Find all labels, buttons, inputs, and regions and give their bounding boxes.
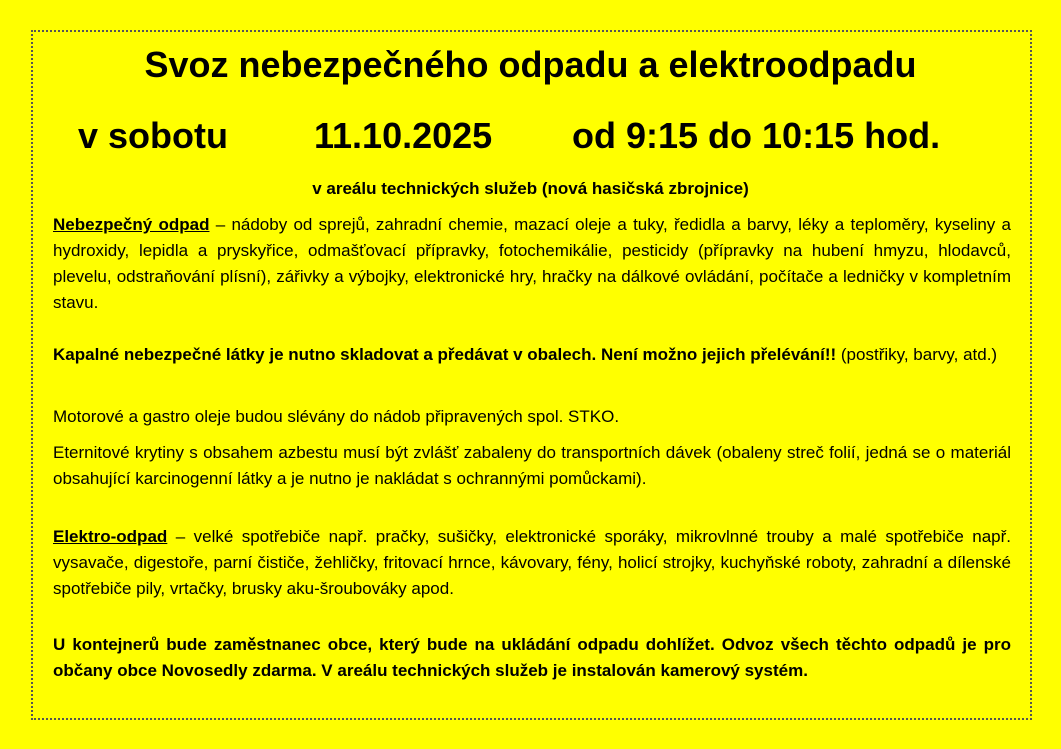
venue-line: v areálu technických služeb (nová hasičská zbrojnice) xyxy=(312,179,749,198)
eternit-paragraph: Eternitové krytiny s obsahem azbestu musí být zvlášť zabaleny do transportních dávek (obaleny streč folií, jedná se o materiál obsahující karcinogenní látky a je nutno je nakládat s ochrannými pomůckami). xyxy=(53,443,1011,488)
electro-waste-text: – velké spotřebiče např. pračky, sušičky, elektronické sporáky, mikrovlnné trouby a malé spotřebiče např. vysavače, digestoře, parní čističe, žehličky, fritovací hrnce, kávovary, fény, holicí strojky, kuchyňské roboty, zahradní a dílenské spotřebiče pily, vrtačky, brusky aku-šroubováky apod. xyxy=(53,527,1011,598)
liquids-paragraph xyxy=(53,342,1011,368)
hazardous-waste-text: – nádoby od sprejů, zahradní chemie, mazací oleje a tuky, ředidla a barvy, léky a teploměry, kyseliny a hydroxidy, lepidla a pryskyřice, odmašťovací přípravky, fotochemikálie, pesticidy (přípravky na hubení hmyzu, hlodavců, plevelu, odstraňování plísní), zářivky a výbojky, elektronické hry, hračky na dálkové ovládání, počítače a ledničky v kompletním stavu. xyxy=(53,215,1012,312)
date-time-line xyxy=(78,114,988,160)
oils-paragraph: Motorové a gastro oleje budou slévány do nádob připravených spol. STKO. xyxy=(53,407,620,426)
hazardous-waste-paragraph xyxy=(53,212,1011,316)
liquids-text: (postřiky, barvy, atd.) xyxy=(836,345,998,364)
closing-paragraph: U kontejnerů bude zaměstnanec obce, který bude na ukládání odpadu dohlížet. Odvoz všech těchto odpadů je pro občany obce Novosedly zdarma. V areálu technických služeb je instalován kamerový systém. xyxy=(53,635,1011,680)
electro-waste-label: Elektro-odpad xyxy=(53,527,168,546)
notice-title: Svoz nebezpečného odpadu a elektroodpadu xyxy=(144,44,917,85)
day-label: v sobotu xyxy=(78,115,228,156)
hazardous-waste-label: Nebezpečný odpad xyxy=(53,215,210,234)
event-time: od 9:15 do 10:15 hod. xyxy=(572,115,941,156)
electro-waste-paragraph xyxy=(53,524,1011,602)
event-date: 11.10.2025 xyxy=(314,115,493,156)
liquids-warning: Kapalné nebezpečné látky je nutno skladovat a předávat v obalech. Není možno jejich přelévání!! xyxy=(53,345,837,364)
